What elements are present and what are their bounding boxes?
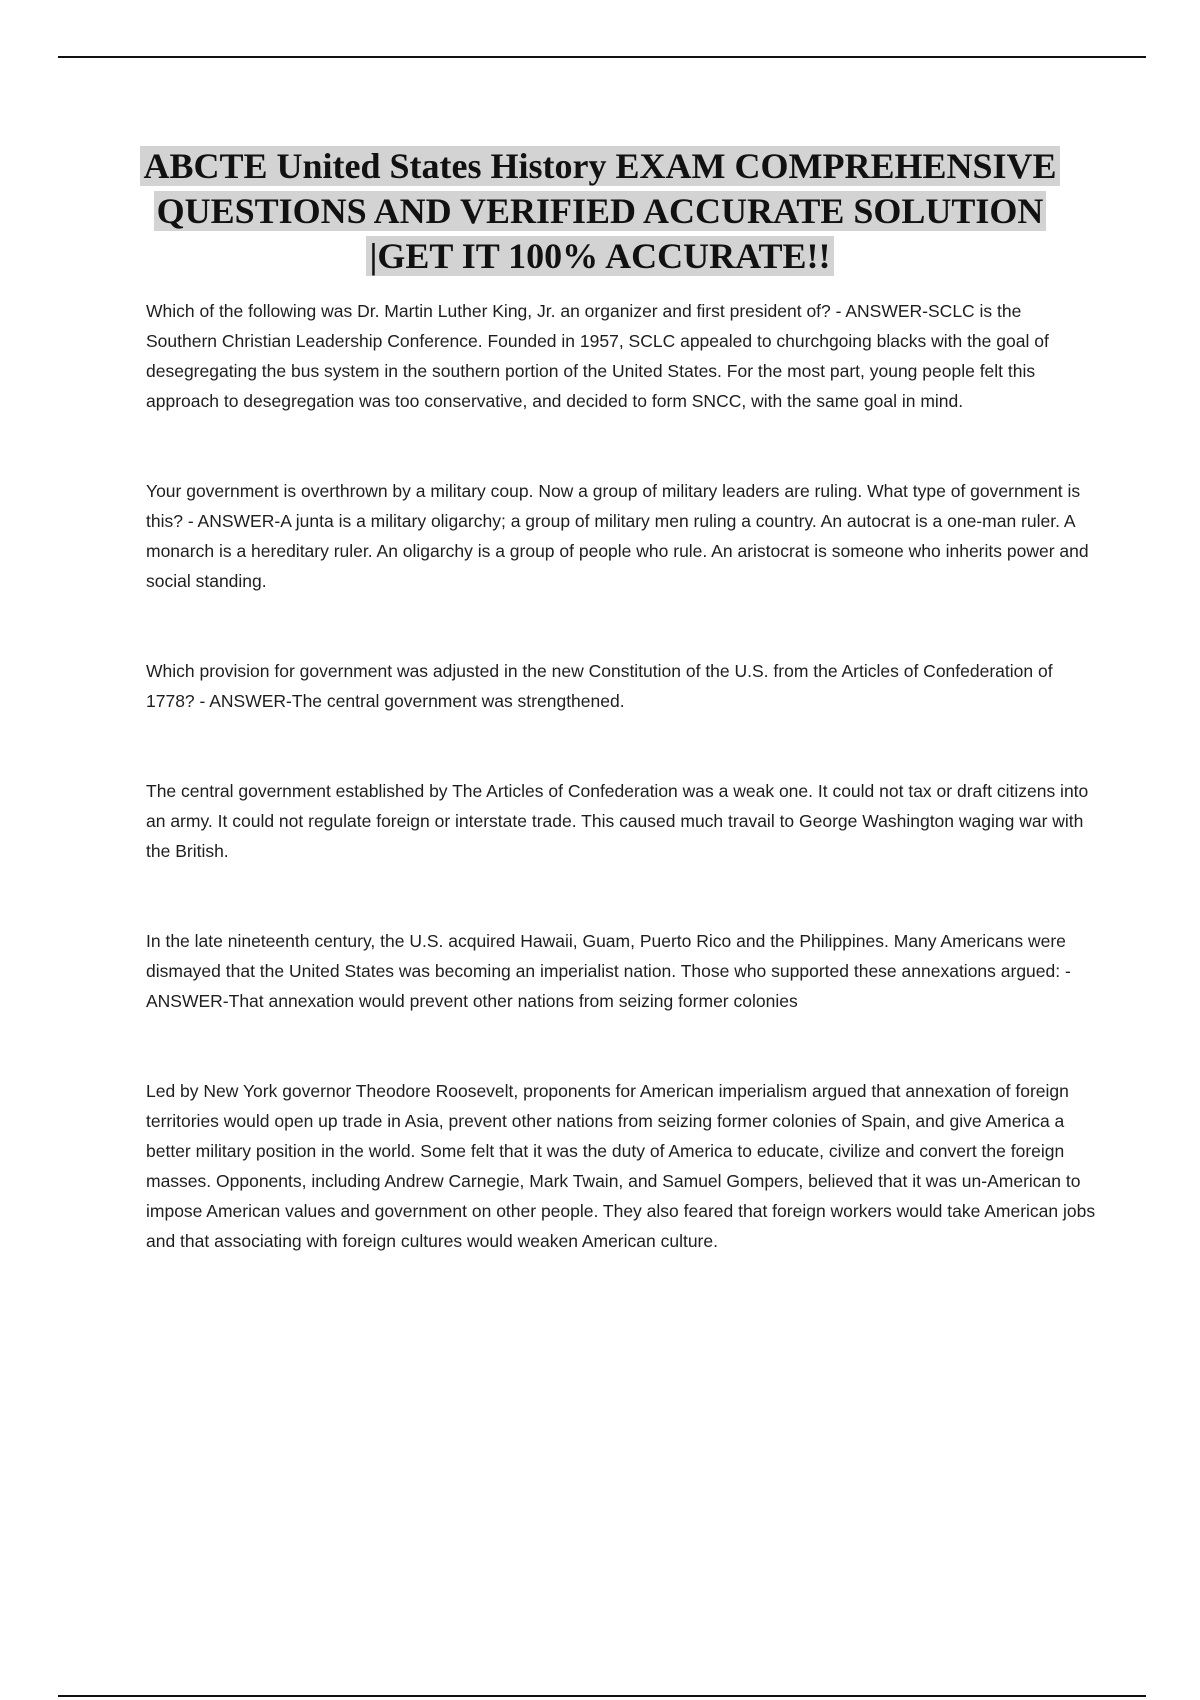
paragraph-constitution-question: Which provision for government was adjusted in the new Constitution of the U.S. from the Articles of Confederation of 1778? - ANSWER-The central government was strengthened. (146, 661, 1053, 711)
document-body (146, 296, 1096, 1316)
paragraph-articles-explanation: The central government established by The Articles of Confederation was a weak one. It could not tax or draft citizens into an army. It could not regulate foreign or interstate trade. This caused much travail to George Washington waging war with the British. (146, 781, 1089, 861)
title-line-3: |GET IT 100% ACCURATE!! (366, 236, 833, 276)
document-title (100, 144, 1100, 279)
bottom-divider (58, 1695, 1146, 1697)
paragraph-annexation-question: In the late nineteenth century, the U.S. acquired Hawaii, Guam, Puerto Rico and the Philippines. Many Americans were dismayed that the United States was becoming an imperialist nation. Those who supported these annexations argued: - ANSWER-That annexation would prevent other nations from seizing former colonies (146, 931, 1071, 1011)
paragraph-imperialism-explanation: Led by New York governor Theodore Roosevelt, proponents for American imperialism argued that annexation of foreign territories would open up trade in Asia, prevent other nations from seizing former colonies of Spain, and give America a better military position in the world. Some felt that it was the duty of America to educate, civilize and convert the foreign masses. Opponents, including Andrew Carnegie, Mark Twain, and Samuel Gompers, believed that it was un-American to impose American values and government on other people. They also feared that foreign workers would take American jobs and that associating with foreign cultures would weaken American culture. (146, 1081, 1096, 1251)
paragraph-sclc-question: Which of the following was Dr. Martin Luther King, Jr. an organizer and first president of? - ANSWER-SCLC is the Southern Christian Leadership Conference. Founded in 1957, SCLC appealed to churchgoing blacks with the goal of desegregating the bus system in the southern portion of the United States. For the most part, young people felt this approach to desegregation was too conservative, and decided to form SNCC, with the same goal in mind. (146, 301, 1049, 411)
top-divider (58, 56, 1146, 58)
title-line-1: ABCTE United States History EXAM COMPREHENSIVE (140, 146, 1059, 186)
title-line-2: QUESTIONS AND VERIFIED ACCURATE SOLUTION (154, 191, 1047, 231)
paragraph-junta-question: Your government is overthrown by a military coup. Now a group of military leaders are ruling. What type of government is this? - ANSWER-A junta is a military oligarchy; a group of military men ruling a country. An autocrat is a one-man ruler. A monarch is a hereditary ruler. An oligarchy is a group of people who rule. An aristocrat is someone who inherits power and social standing. (146, 481, 1089, 591)
